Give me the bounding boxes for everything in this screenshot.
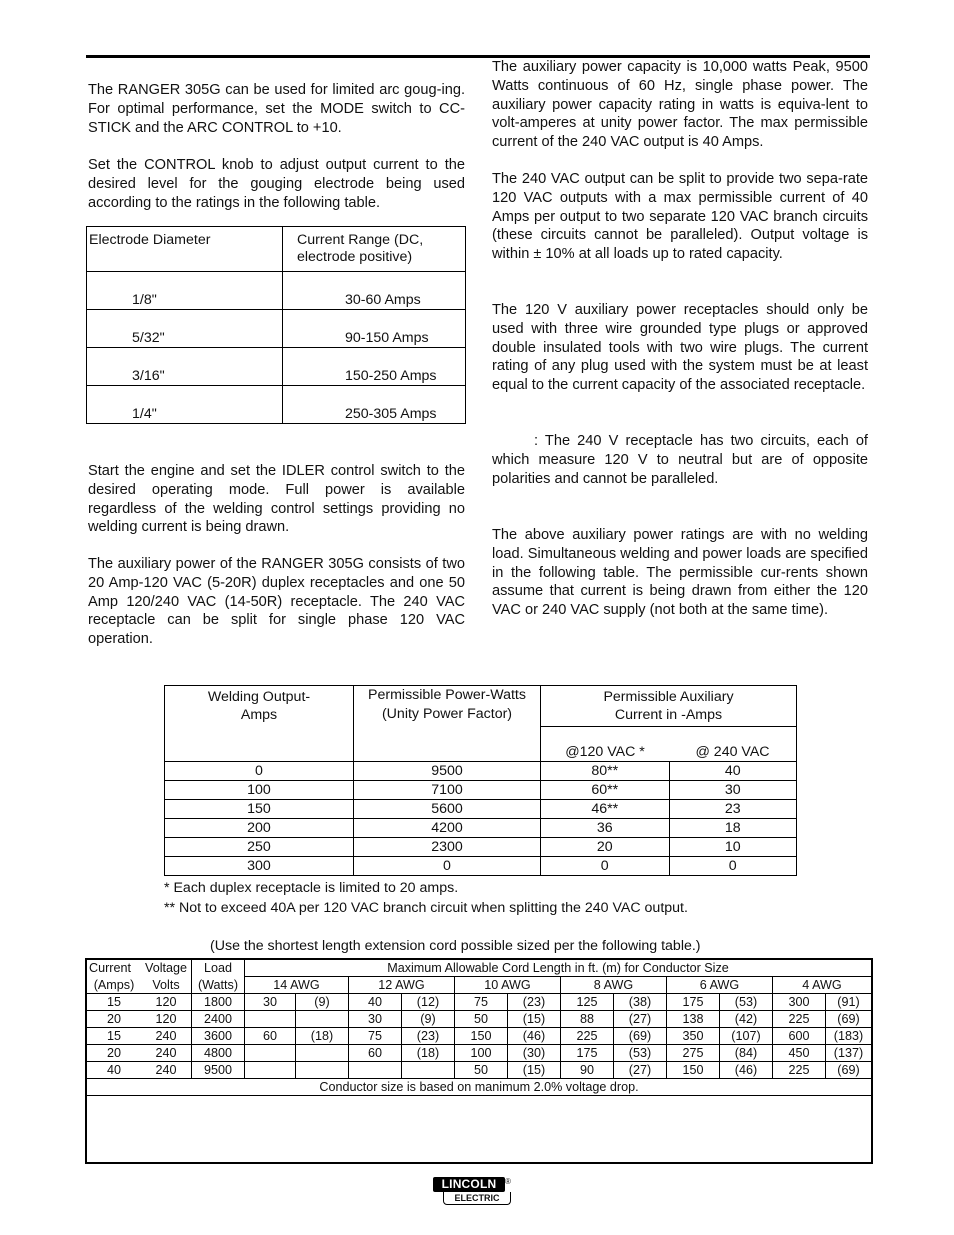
cord-cell [245,1045,296,1062]
cord-cell: 240 [141,1062,192,1079]
cord-cell: (183) [826,1028,873,1045]
cord-cell: 175 [667,994,720,1011]
cord-cell [245,1062,296,1079]
cord-cell: 50 [455,1011,508,1028]
electrode-table [86,226,466,424]
cord-cell: (23) [508,994,561,1011]
cord-cell: (69) [614,1028,667,1045]
awg-8: 8 AWG [561,977,667,994]
cord-cell: (15) [508,1062,561,1079]
cord-cell: (15) [508,1011,561,1028]
power-cell: 5600 [354,800,541,819]
cord-header-max: Maximum Allowable Cord Length in ft. (m) for Conductor Size [245,959,873,977]
power-cell: 40 [669,762,797,781]
cord-cell: 225 [561,1028,614,1045]
cord-cell: (27) [614,1062,667,1079]
power-cell: 9500 [354,762,541,781]
cord-header-voltage: Voltage [141,959,192,977]
cord-cell: 120 [141,1011,192,1028]
cord-cell: 15 [86,994,141,1011]
cord-cell: (27) [614,1011,667,1028]
cord-cell: 60 [349,1045,402,1062]
cord-header-volts: Volts [141,977,192,994]
power-cell: 23 [669,800,797,819]
power-cell: 0 [541,857,670,876]
cord-cell: 125 [561,994,614,1011]
power-cell: 100 [165,781,354,800]
awg-4: 4 AWG [773,977,873,994]
cord-cell: (9) [402,1011,455,1028]
cord-cell: 4800 [192,1045,245,1062]
cord-cell: 40 [86,1062,141,1079]
table-row [165,838,797,857]
power-cell: 36 [541,819,670,838]
cord-cell: 20 [86,1011,141,1028]
power-header-welding: Welding Output-Amps [165,686,354,762]
cord-cell: (30) [508,1045,561,1062]
cord-cell: (18) [402,1045,455,1062]
table-row [165,857,797,876]
power-header-aux: Permissible Auxiliary Current in -Amps [541,686,797,727]
power-cell: 200 [165,819,354,838]
cord-cell: 30 [245,994,296,1011]
electrode-range: 30-60 Amps [283,272,466,310]
power-cell: 10 [669,838,797,857]
power-cell: 46** [541,800,670,819]
cord-cell: (46) [720,1062,773,1079]
cord-cell: (84) [720,1045,773,1062]
table-row [86,1011,872,1028]
cord-cell: 3600 [192,1028,245,1045]
cord-cell: (42) [720,1011,773,1028]
control-knob-paragraph: Set the CONTROL knob to adjust output current to the desired level for the gouging electrode being used according to the ratings in the following table. [88,157,465,211]
awg-6: 6 AWG [667,977,773,994]
cord-header-current: Current [89,961,131,976]
power-header-120: @120 VAC * [541,727,670,762]
cord-cell: 150 [667,1062,720,1079]
cord-cell: (46) [508,1028,561,1045]
cord-cell [245,1011,296,1028]
cord-cell: 50 [455,1062,508,1079]
table-row [86,994,872,1011]
cord-cell: 60 [245,1028,296,1045]
cord-cell: (12) [402,994,455,1011]
table-row [87,386,466,424]
logo-top: LINCOLN [433,1177,505,1192]
table-row [165,781,797,800]
cord-cell: 275 [667,1045,720,1062]
power-cell: 20 [541,838,670,857]
cord-cell: 15 [86,1028,141,1045]
electrode-header-range: Current Range (DC, electrode positive) [283,227,466,272]
cord-cell: 225 [773,1011,826,1028]
cord-cell: 20 [86,1045,141,1062]
power-cell: 150 [165,800,354,819]
footnote-branch: ** Not to exceed 40A per 120 VAC branch circuit when splitting the 240 VAC output. [164,900,688,916]
table-row [86,1062,872,1079]
electrode-range: 150-250 Amps [283,348,466,386]
cord-cell: (9) [296,994,349,1011]
electrode-range: 250-305 Amps [283,386,466,424]
footnote-duplex: * Each duplex receptacle is limited to 20 amps. [164,880,459,896]
simultaneous-loads-paragraph: The above auxiliary power ratings are with no welding load. Simultaneous welding and power loads are specified in the following table. The permissible cur-rents shown assume that current is being drawn from either the 120 VAC or 240 VAC supply (not both at the same time). [492,527,868,619]
power-cell: 30 [669,781,797,800]
power-cell: 2300 [354,838,541,857]
awg-10: 10 AWG [455,977,561,994]
power-cell: 80** [541,762,670,781]
gouging-paragraph: The RANGER 305G can be used for limited arc goug-ing. For optimal performance, set the MODE switch to CC-STICK and the ARC CONTROL to +10. [88,82,465,136]
cord-cell: (107) [720,1028,773,1045]
cord-cell: 138 [667,1011,720,1028]
cord-cell: (23) [402,1028,455,1045]
split-240-paragraph: The 240 VAC output can be split to provide two sepa-rate 120 VAC outputs with a max permissible current of 40 Amps per output to two separate 120 VAC branch circuits (these circuits cannot be paralleled). Output voltage is within ± 10% at all loads up to rated capacity. [492,171,868,263]
power-cell: 60** [541,781,670,800]
electrode-diameter: 3/16" [87,348,283,386]
cord-cell: 1800 [192,994,245,1011]
table-row [86,1045,872,1062]
cord-cell: 240 [141,1045,192,1062]
logo-bottom: ELECTRIC [443,1192,511,1205]
receptacle-plugs-paragraph: The 120 V auxiliary power receptacles should only be used with three wire grounded type plugs or approved double insulated tools with two wire plugs. The current rating of any plug used with the system must be at least equal to the current capacity of the associated receptacle. [492,302,868,394]
power-cell: 0 [669,857,797,876]
cord-cell [349,1062,402,1079]
power-cell: 7100 [354,781,541,800]
aux-capacity-paragraph: The auxiliary power capacity is 10,000 watts Peak, 9500 Watts continuous of 60 Hz, single phase power. The auxiliary power capacity rating in watts is equiva-lent to volt-amperes at unity power factor. The max permissible current of the 240 VAC output is 40 Amps. [492,59,868,151]
cord-cell [296,1011,349,1028]
cord-cell: (38) [614,994,667,1011]
table-row [87,348,466,386]
cord-cell: 2400 [192,1011,245,1028]
table-row [165,762,797,781]
cord-cell: (69) [826,1011,873,1028]
cord-cell [296,1062,349,1079]
awg-12: 12 AWG [349,977,455,994]
power-table [164,685,797,876]
cord-table-note: (Use the shortest length extension cord possible sized per the following table.) [210,938,701,954]
cord-cell: (137) [826,1045,873,1062]
power-header-watts: Permissible Power-Watts (Unity Power Factor) [354,686,541,762]
cord-cell: 225 [773,1062,826,1079]
cord-cell: 600 [773,1028,826,1045]
cord-cell: 88 [561,1011,614,1028]
cord-cell: 450 [773,1045,826,1062]
cord-cell: 40 [349,994,402,1011]
power-cell: 250 [165,838,354,857]
power-header-240: @ 240 VAC [669,727,797,762]
cord-cell [402,1062,455,1079]
cord-cell: 120 [141,994,192,1011]
cord-cell: 150 [455,1028,508,1045]
table-row [165,800,797,819]
cord-cell: (91) [826,994,873,1011]
cord-cell: 75 [455,994,508,1011]
cord-cell: 300 [773,994,826,1011]
power-cell: 300 [165,857,354,876]
electrode-diameter: 5/32" [87,310,283,348]
power-cell: 0 [354,857,541,876]
cord-cell: (53) [614,1045,667,1062]
receptacle-note-paragraph: : The 240 V receptacle has two circuits, each of which measure 120 V to neutral but are of opposite polarities and cannot be paralleled. [492,433,868,487]
awg-14: 14 AWG [245,977,349,994]
registered-mark: ® [505,1177,511,1186]
idler-paragraph: Start the engine and set the IDLER control switch to the desired operating mode. Full power is available regardless of the welding control settings providing no welding current is being drawn. [88,463,465,536]
cord-cell: (53) [720,994,773,1011]
cord-cell: 30 [349,1011,402,1028]
auxiliary-receptacles-paragraph: The auxiliary power of the RANGER 305G consists of two 20 Amp-120 VAC (5-20R) duplex receptacles and one 50 Amp 120/240 VAC (14-50R) receptacle. The 240 VAC receptacle can be split for single phase 120 VAC operation. [88,556,465,648]
cord-cell: 175 [561,1045,614,1062]
lincoln-electric-logo [433,1177,511,1205]
cord-cell: (69) [826,1062,873,1079]
cord-cell: 9500 [192,1062,245,1079]
electrode-diameter: 1/8" [87,272,283,310]
power-cell: 18 [669,819,797,838]
cord-header-load: Load [192,959,245,977]
cord-cell: 100 [455,1045,508,1062]
power-cell: 0 [165,762,354,781]
cord-cell: (18) [296,1028,349,1045]
table-row [87,310,466,348]
cord-header-watts: (Watts) [192,977,245,994]
table-row [86,1028,872,1045]
cord-table-footer: Conductor size is based on manimum 2.0% voltage drop. [319,1080,639,1094]
cord-cell: 75 [349,1028,402,1045]
electrode-diameter: 1/4" [87,386,283,424]
electrode-range: 90-150 Amps [283,310,466,348]
cord-cell [296,1045,349,1062]
cord-table-blank-area [86,1096,872,1164]
cord-cell: 240 [141,1028,192,1045]
table-row [87,272,466,310]
extension-cord-table [85,958,873,1164]
electrode-header-diameter: Electrode Diameter [87,227,283,272]
cord-cell: 350 [667,1028,720,1045]
power-cell: 4200 [354,819,541,838]
cord-header-amps: (Amps) [86,977,141,994]
table-row [165,819,797,838]
cord-cell: 90 [561,1062,614,1079]
